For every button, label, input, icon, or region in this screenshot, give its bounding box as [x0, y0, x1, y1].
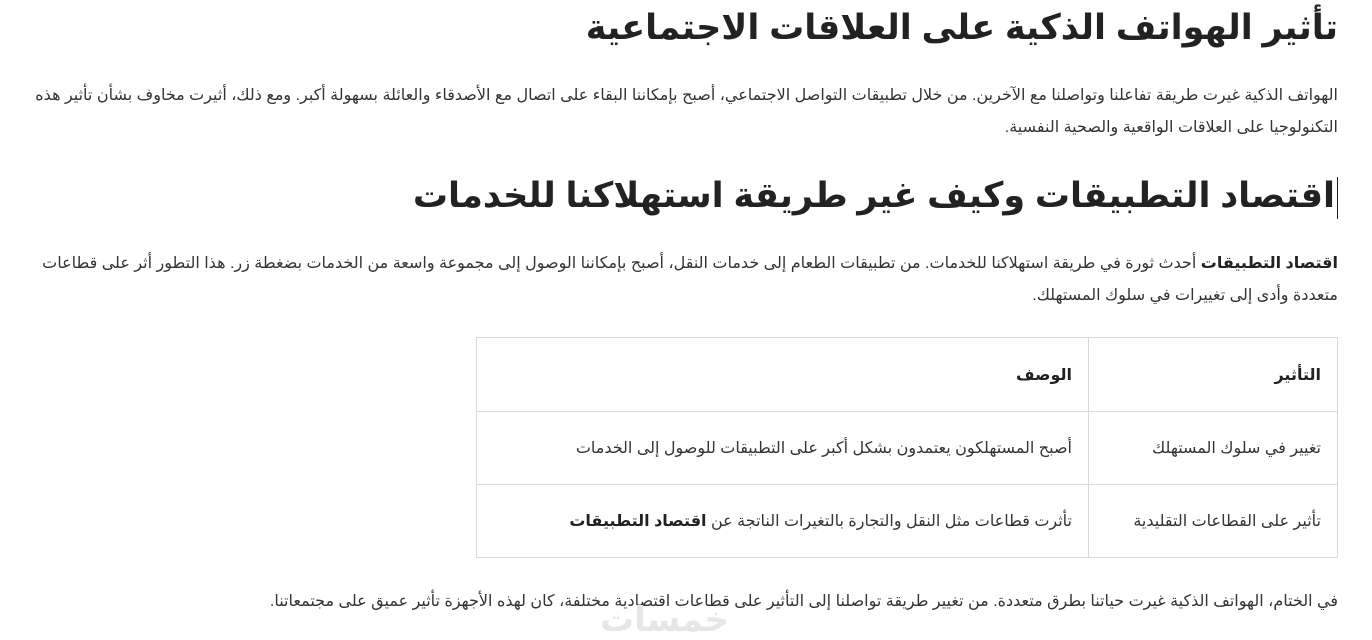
table-cell-description — [477, 485, 1089, 558]
intro-paragraph: الهواتف الذكية غيرت طريقة تفاعلنا وتواصلنا مع الآخرين. من خلال تطبيقات التواصل الاجتماعي، أصبح بإمكاننا البقاء على اتصال مع الأصدقاء والعائلة بسهولة أكبر. ومع ذلك، أثيرت مخاوف بشأن تأثير هذه التكنولوجيا على العلاقات الواقعية والصحية النفسية. — [35, 87, 1338, 136]
table-cell-description-text: تأثرت قطاعات مثل النقل والتجارة بالتغيرات الناتجة عن — [706, 513, 1072, 530]
khamsat-watermark: خمسات — [600, 601, 729, 639]
table-cell-impact: تغيير في سلوك المستهلك — [1089, 412, 1338, 485]
table-header-row — [477, 338, 1338, 412]
table-cell-description-bold: اقتصاد التطبيقات — [569, 513, 707, 530]
bold-term-app-economy: اقتصاد التطبيقات — [1200, 255, 1338, 272]
table-row — [477, 412, 1338, 485]
heading-text-cursor — [1337, 177, 1338, 219]
article-heading-smartphones-social: تأثير الهواتف الذكية على العلاقات الاجتماعية — [585, 8, 1338, 47]
impact-table — [476, 337, 1338, 558]
table-cell-description-text: أصبح المستهلكون يعتمدون بشكل أكبر على التطبيقات للوصول إلى الخدمات — [575, 440, 1072, 457]
conclusion-paragraph: في الختام، الهواتف الذكية غيرت حياتنا بطرق متعددة. من تغيير طريقة تواصلنا إلى التأثير على قطاعات اقتصادية مختلفة، كان لهذه الأجهزة تأثير عميق على مجتمعاتنا. — [269, 593, 1338, 610]
app-economy-paragraph — [26, 248, 1338, 312]
app-economy-paragraph-text: أحدث ثورة في طريقة استهلاكنا للخدمات. من تطبيقات الطعام إلى خدمات النقل، أصبح بإمكاننا الوصول إلى مجموعة واسعة من الخدمات بضغطة زر. هذا التطور أثر على قطاعات متعددة وأدى إلى تغييرات في سلوك المستهلك. — [42, 255, 1338, 304]
table-header-impact: التأثير — [1089, 338, 1338, 412]
table-cell-impact: تأثير على القطاعات التقليدية — [1089, 485, 1338, 558]
table-header-description: الوصف — [477, 338, 1089, 412]
article-heading-app-economy[interactable] — [26, 172, 1338, 220]
table-row — [477, 485, 1338, 558]
article-heading-app-economy-text: اقتصاد التطبيقات وكيف غير طريقة استهلاكنا للخدمات — [412, 176, 1335, 215]
table-cell-description — [477, 412, 1089, 485]
